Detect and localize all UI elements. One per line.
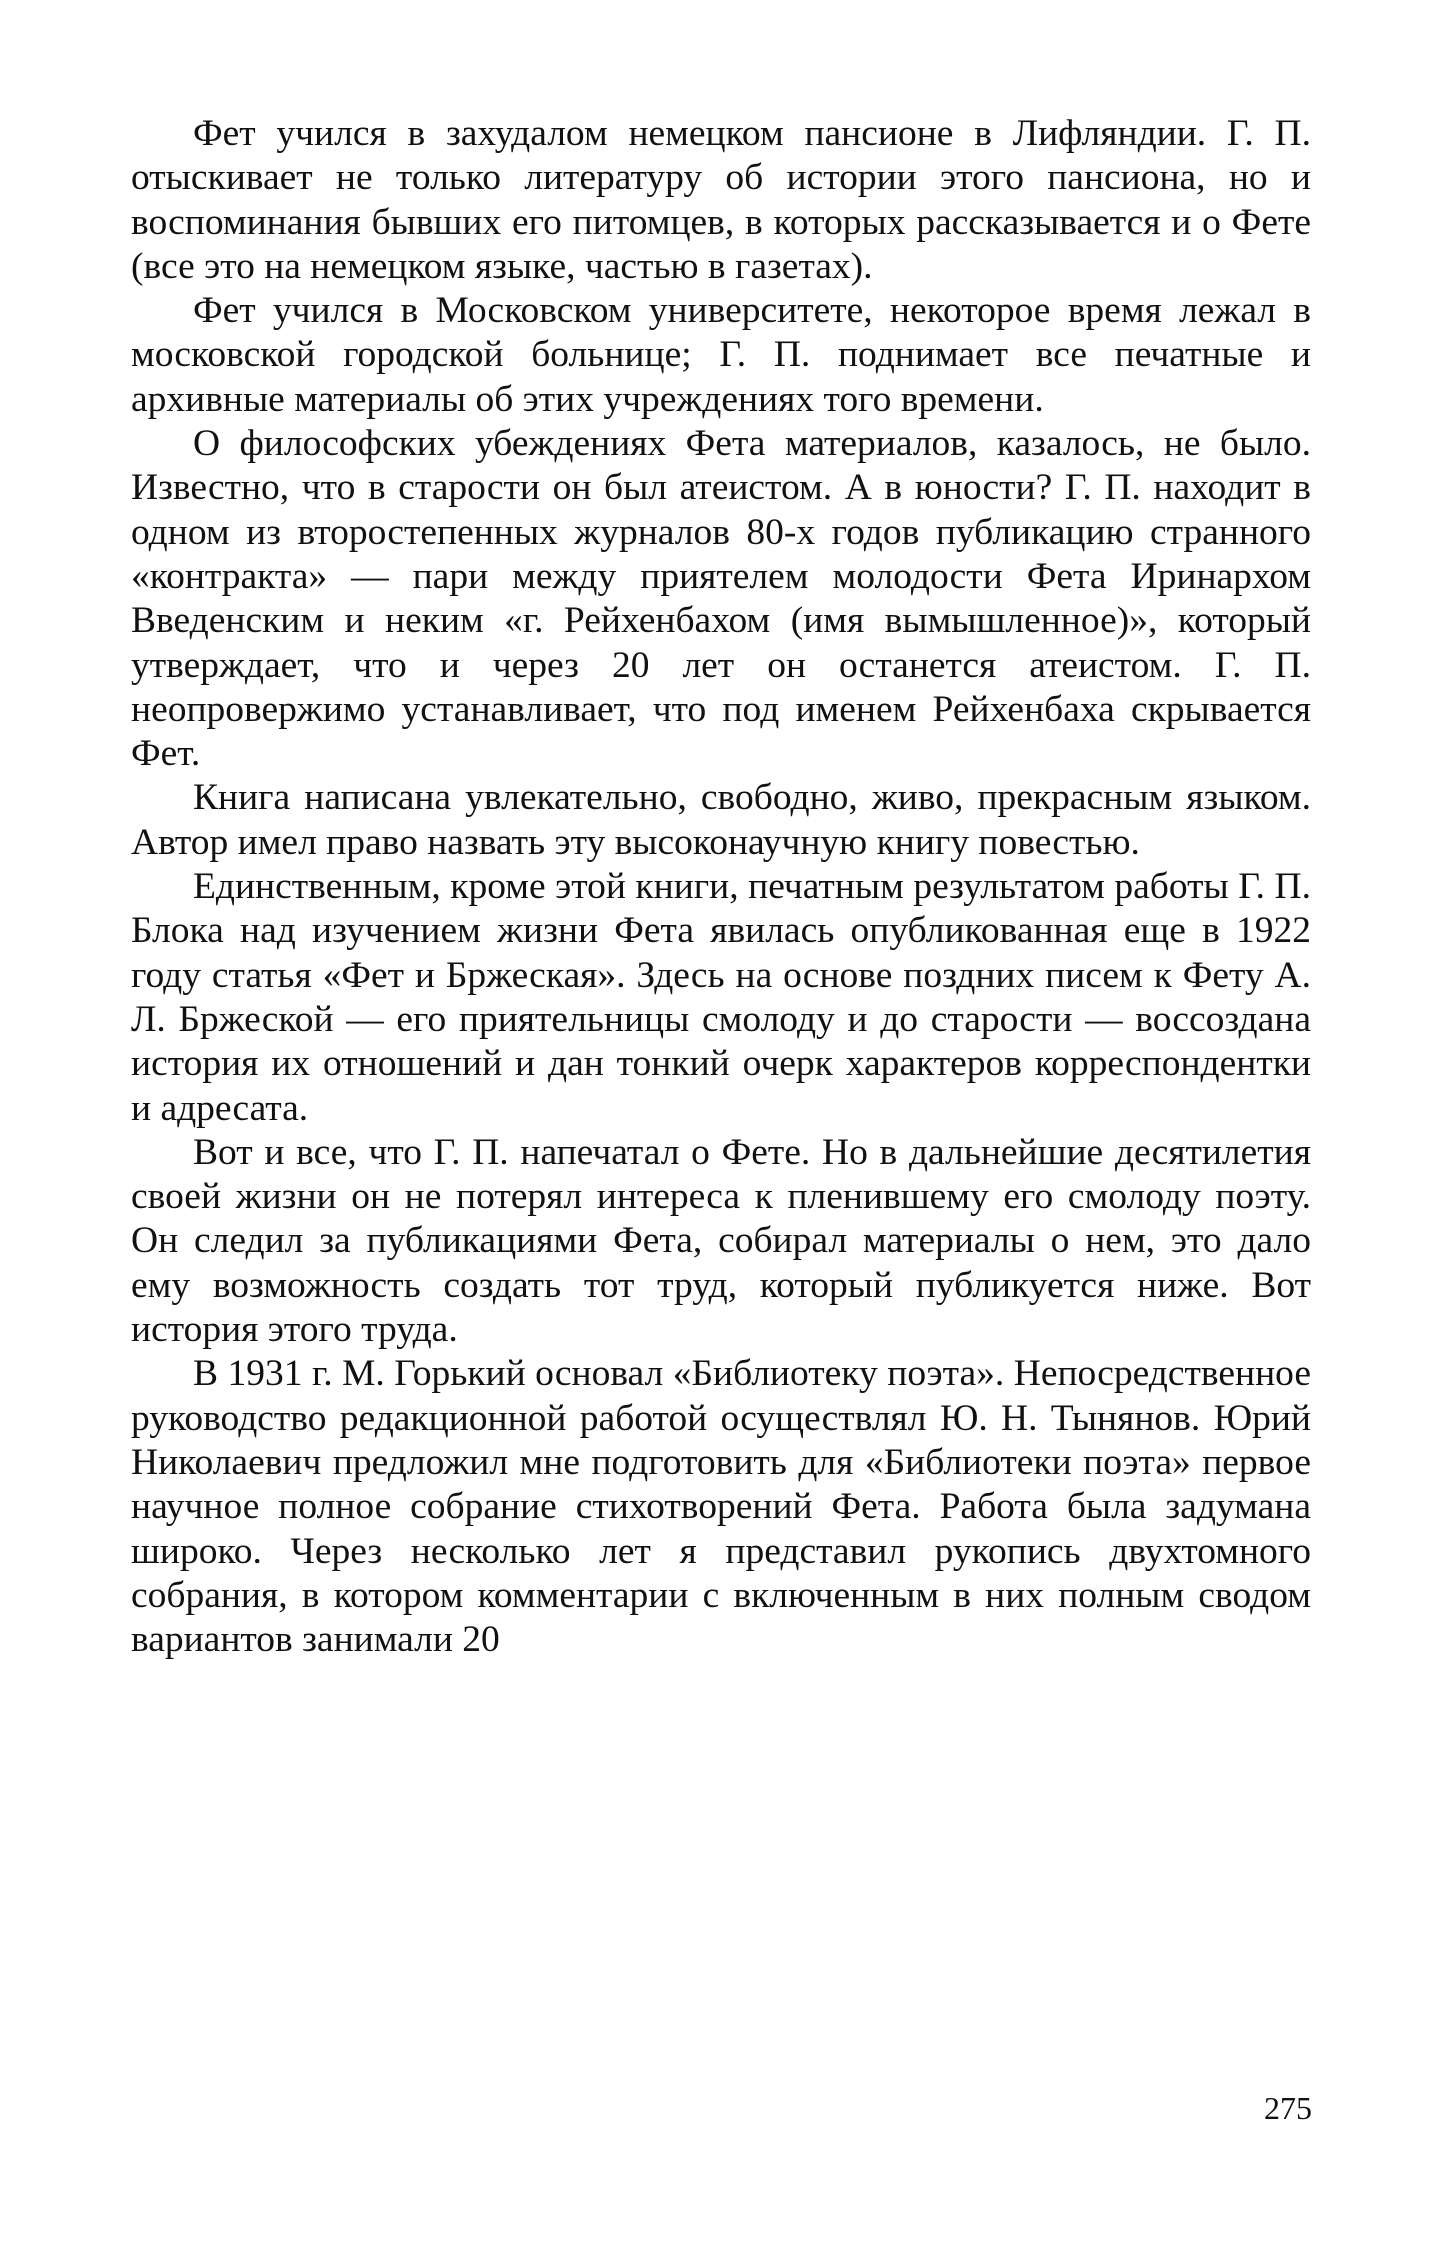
- paragraph-1: Фет учился в захудалом немецком пансионе в Лифляндии. Г. П. отыскивает не только литературу об истории этого пансиона, но и воспоминания бывших его питомцев, в которых рассказывается и о Фете (все это на немецком языке, частью в газетах).: [131, 113, 1311, 287]
- page-number: 275: [1264, 2090, 1312, 2126]
- paragraph-2: Фет учился в Московском университете, некоторое время лежал в московской городской больнице; Г. П. поднимает все печатные и архивные материалы об этих учреждениях того времени.: [131, 290, 1311, 420]
- paragraph-7: В 1931 г. М. Горький основал «Библиотеку поэта». Непосредственное руководство редакционной работой осуществлял Ю. Н. Тынянов. Юрий Николаевич предложил мне подготовить для «Библиотеки поэта» первое научное полное собрание стихотворений Фета. Работа была задумана широко. Через несколько лет я представил рукопись двухтомного собрания, в котором комментарии с включенным в них полным сводом вариантов занимали 20: [131, 1353, 1311, 1661]
- paragraph-4: Книга написана увлекательно, свободно, живо, прекрасным языком. Автор имел право назвать эту высоконаучную книгу повестью.: [131, 777, 1311, 863]
- paragraph-5: Единственным, кроме этой книги, печатным результатом работы Г. П. Блока над изучением жизни Фета явилась опубликованная еще в 1922 году статья «Фет и Бржеская». Здесь на основе поздних писем к Фету А. Л. Бржеской — его приятельницы смолоду и до старости — воссоздана история их отношений и дан тонкий очерк характеров корреспондентки и адресата.: [131, 866, 1311, 1129]
- paragraph-6: Вот и все, что Г. П. напечатал о Фете. Но в дальнейшие десятилетия своей жизни он не потерял интереса к пленившему его смолоду поэту. Он следил за публикациями Фета, собирал материалы о нем, это дало ему возможность создать тот труд, который публикуется ниже. Вот история этого труда.: [131, 1131, 1311, 1351]
- body-text: [131, 112, 1311, 1662]
- paragraph-3: О философских убеждениях Фета материалов, казалось, не было. Известно, что в старости он был атеистом. А в юности? Г. П. находит в одном из второстепенных журналов 80-х годов публикацию странного «контракта» — пари между приятелем молодости Фета Иринархом Введенским и неким «г. Рейхенбахом (имя вымышленное)», который утверждает, что и через 20 лет он останется атеистом. Г. П. неопровержимо устанавливает, что под именем Рейхенбаха скрывается Фет.: [131, 423, 1311, 775]
